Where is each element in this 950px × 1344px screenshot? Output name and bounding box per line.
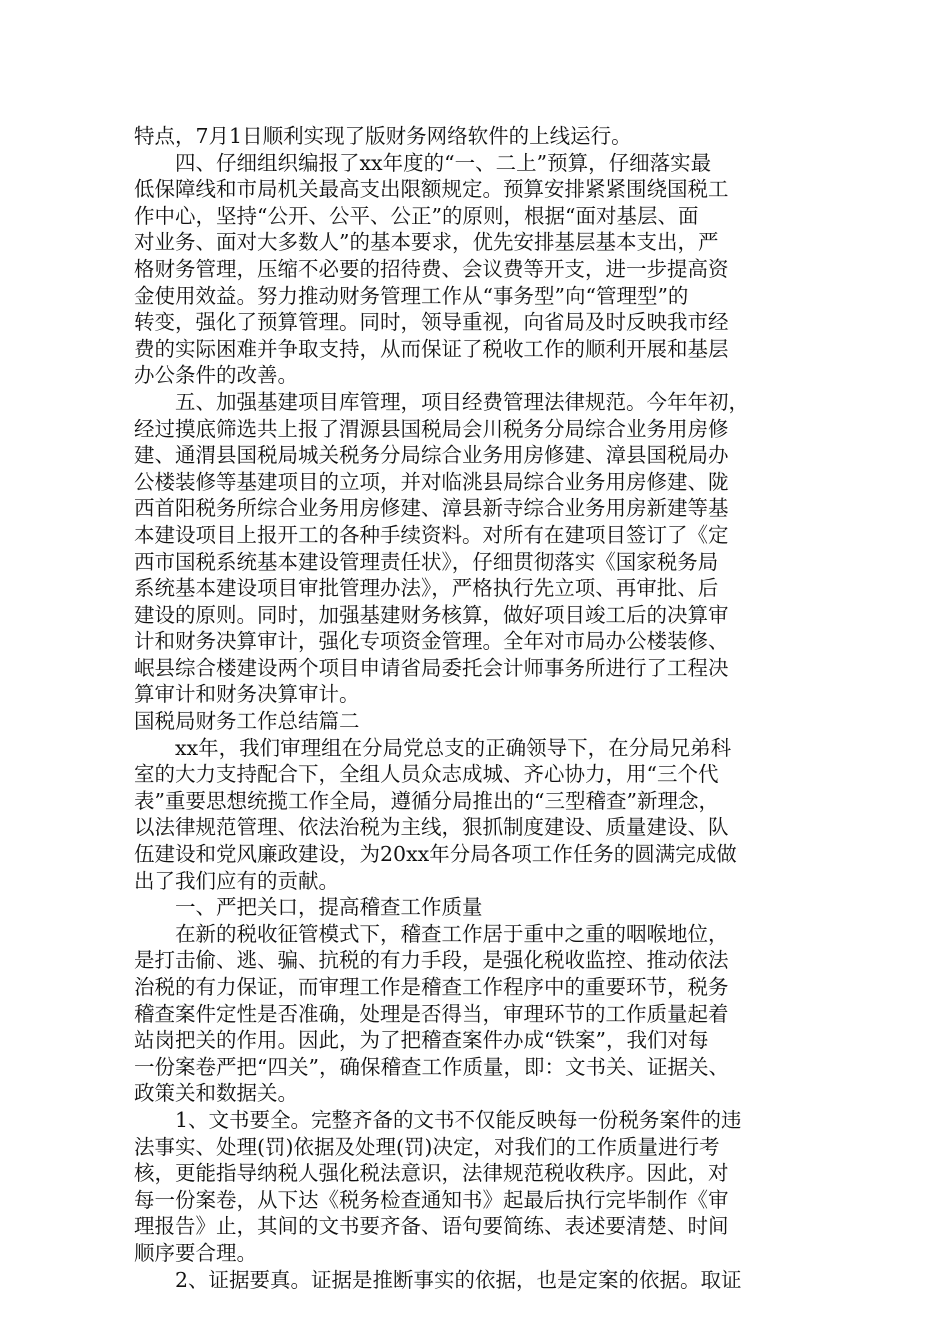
text-line: 治税的有力保证，而审理工作是稽查工作程序中的重要环节，税务 [134, 975, 729, 999]
text-line: 四、仔细组织编报了xx年度的“一、二上”预算，仔细落实最 [175, 150, 712, 175]
text-line: 格财务管理，压缩不必要的招待费、会议费等开支，进一步提高资 [134, 256, 729, 281]
text-line: 费的实际困难并争取支持，从而保证了税收工作的顺利开展和基层 [134, 336, 729, 361]
text-line: 低保障线和市局机关最高支出限额规定。预算安排紧紧围绕国税工 [134, 177, 729, 202]
text-line: 算审计和财务决算审计。 [134, 682, 360, 707]
text-line: 对业务、面对大多数人”的基本要求，优先安排基层基本支出，严 [134, 230, 719, 255]
text-line: 系统基本建设项目审批管理办法》，严格执行先立项、再审批、后 [134, 576, 719, 601]
text-line: 五、加强基建项目库管理，项目经费管理法律规范。今年年初， [175, 389, 749, 414]
text-line: 表”重要思想统揽工作全局，遵循分局推出的“三型稽查”新理念， [134, 788, 719, 813]
text-line: 公楼装修等基建项目的立项，并对临洮县局综合业务用房修建、陇 [134, 469, 729, 494]
text-line: 以法律规范管理、依法治税为主线，狠抓制度建设、质量建设、队 [134, 815, 729, 840]
text-line: 转变，强化了预算管理。同时，领导重视，向省局及时反映我市经 [134, 310, 729, 335]
text-line: xx年，我们审理组在分局党总支的正确领导下，在分局兄弟科 [175, 735, 732, 760]
text-line: 2、证据要真。证据是推断事实的依据，也是定案的依据。取证 [175, 1267, 742, 1292]
text-line: 办公条件的改善。 [134, 363, 298, 388]
text-line: 出了我们应有的贡献。 [134, 868, 339, 893]
text-line: 西首阳税务所综合业务用房修建、漳县新寺综合业务用房新建等基 [134, 496, 729, 521]
text-line: 在新的税收征管模式下，稽查工作居于重中之重的咽喉地位， [175, 921, 729, 946]
text-line: 核，更能指导纳税人强化税法意识，法律规范税收秩序。因此，对 [134, 1161, 729, 1186]
text-line: 西市国税系统基本建设管理责任状》，仔细贯彻落实《国家税务局 [134, 549, 719, 574]
text-line: 一份案卷严把“四关”，确保稽查工作质量，即：文书关、证据关、 [134, 1054, 729, 1079]
text-line: 建设的原则。同时，加强基建财务核算，做好项目竣工后的决算审 [134, 602, 729, 627]
text-line: 金使用效益。努力推动财务管理工作从“事务型”向“管理型”的 [134, 283, 689, 308]
text-line: 作中心，坚持“公开、公平、公正”的原则，根据“面对基层、面 [134, 203, 699, 228]
text-line: 一、严把关口，提高稽查工作质量 [175, 895, 483, 920]
text-line: 政策关和数据关。 [134, 1081, 298, 1106]
text-line: 站岗把关的作用。因此，为了把稽查案件办成“铁案”，我们对每 [134, 1028, 709, 1053]
text-line: 岷县综合楼建设两个项目申请省局委托会计师事务所进行了工程决 [134, 655, 729, 680]
text-line: 室的大力支持配合下，全组人员众志成城、齐心协力，用“三个代 [134, 762, 719, 787]
text-line: 特点，7月1日顺利实现了版财务网络软件的上线运行。 [134, 124, 632, 148]
text-line: 顺序要合理。 [134, 1240, 257, 1265]
text-line: 伍建设和党风廉政建设，为20xx年分局各项工作任务的圆满完成做 [134, 842, 737, 867]
text-line: 每一份案卷，从下达《税务检查通知书》起最后执行完毕制作《审 [134, 1187, 729, 1212]
text-line: 国税局财务工作总结篇二 [134, 709, 360, 734]
text-line: 经过摸底筛选共上报了渭源县国税局会川税务分局综合业务用房修 [134, 416, 729, 441]
text-line: 是打击偷、逃、骗、抗税的有力手段，是强化税收监控、推动依法 [134, 948, 729, 973]
text-line: 本建设项目上报开工的各种手续资料。对所有在建项目签订了《定 [134, 522, 729, 547]
text-line: 理报告》止，其间的文书要齐备、语句要简练、表述要清楚、时间 [134, 1214, 729, 1239]
text-line: 稽查案件定性是否准确，处理是否得当，审理环节的工作质量起着 [134, 1001, 729, 1026]
text-line: 法事实、处理(罚)依据及处理(罚)决定，对我们的工作质量进行考 [134, 1134, 720, 1159]
text-line: 计和财务决算审计，强化专项资金管理。全年对市局办公楼装修、 [134, 629, 729, 654]
text-line: 建、通渭县国税局城关税务分局综合业务用房修建、漳县国税局办 [134, 443, 729, 468]
text-line: 1、文书要全。完整齐备的文书不仅能反映每一份税务案件的违 [175, 1107, 742, 1132]
document-body [134, 123, 824, 1293]
